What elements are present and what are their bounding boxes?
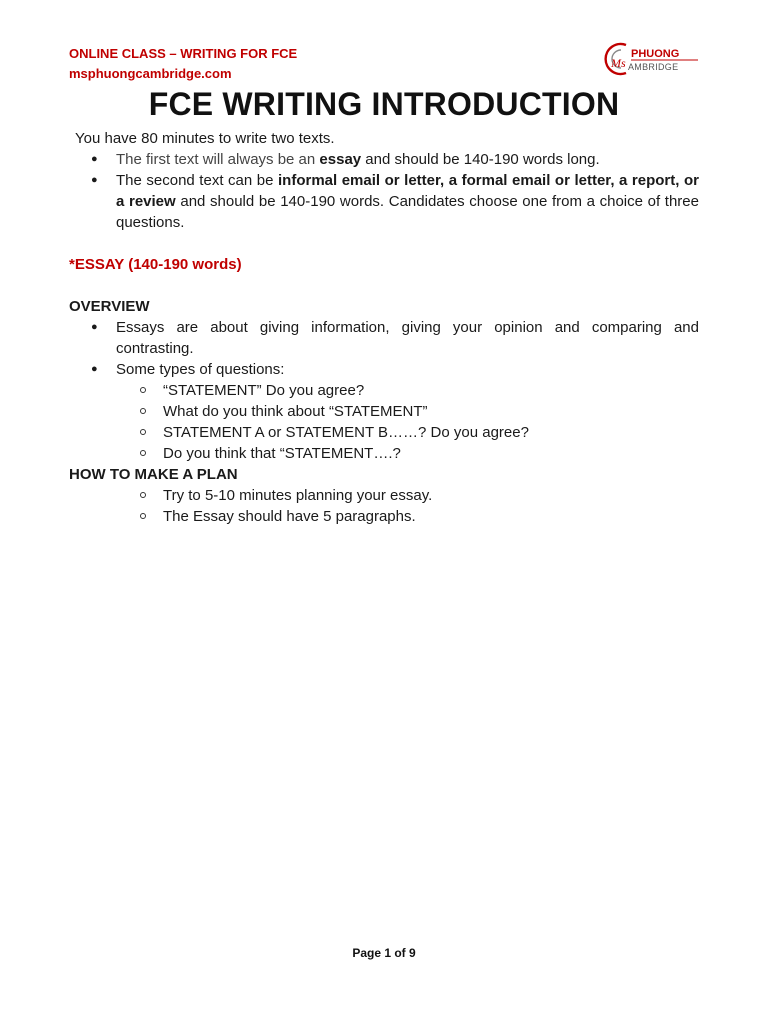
page-title: FCE WRITING INTRODUCTION (148, 86, 620, 122)
circle-bullet-icon (140, 408, 146, 414)
essay-heading: *ESSAY (140-190 words) (69, 256, 242, 273)
question-types-list (69, 380, 699, 464)
list-item-text: and should be 140-190 words long. (361, 151, 600, 168)
course-title: ONLINE CLASS – WRITING FOR FCE (69, 46, 298, 61)
ms-phuong-logo (604, 40, 700, 78)
intro-text: You have 80 minutes to write two texts. (75, 130, 335, 147)
intro-bullet-list (69, 149, 699, 233)
list-item-text: STATEMENT A or STATEMENT B……? Do you agree? (163, 424, 529, 441)
circle-bullet-icon (140, 513, 146, 519)
list-item (69, 170, 699, 233)
list-item (69, 359, 699, 380)
circle-bullet-icon (140, 429, 146, 435)
bullet-icon: ● (91, 174, 98, 186)
website-link: msphuongcambridge.com (69, 66, 232, 81)
bullet-icon: ● (91, 363, 98, 375)
plan-heading: HOW TO MAKE A PLAN (69, 466, 238, 483)
list-item-text: The Essay should have 5 paragraphs. (163, 508, 416, 525)
list-item-bold: informal email or letter, a formal email or letter, a report, or a review (116, 172, 699, 210)
list-item (69, 443, 699, 464)
list-item-text: Essays are about giving information, giving your opinion and comparing and contrasting. (116, 319, 699, 357)
svg-text:PHUONG: PHUONG (631, 48, 680, 60)
list-item-bold: essay (319, 151, 362, 168)
list-item-text: Try to 5-10 minutes planning your essay. (163, 487, 433, 504)
list-item-text: The first text will always be an (116, 151, 320, 168)
list-item (69, 317, 699, 359)
page-header (69, 44, 297, 84)
overview-bullet-list (69, 317, 699, 380)
plan-list (69, 485, 699, 527)
list-item-text: “STATEMENT” Do you agree? (163, 382, 365, 399)
svg-text:Ms: Ms (611, 56, 626, 70)
circle-bullet-icon (140, 387, 146, 393)
list-item-text: The second text can be (116, 172, 278, 189)
list-item-text: and should be 140-190 words. Candidates choose one from a choice of three questions. (116, 193, 699, 231)
list-item (69, 401, 699, 422)
circle-bullet-icon (140, 450, 146, 456)
overview-heading: OVERVIEW (69, 298, 150, 315)
svg-text:AMBRIDGE: AMBRIDGE (628, 62, 679, 72)
list-item (69, 149, 699, 170)
list-item (69, 422, 699, 443)
list-item (69, 506, 699, 527)
bullet-icon: ● (91, 321, 98, 333)
bullet-icon: ● (91, 153, 98, 165)
list-item-text: What do you think about “STATEMENT” (163, 403, 428, 420)
list-item (69, 485, 699, 506)
circle-bullet-icon (140, 492, 146, 498)
list-item-text: Do you think that “STATEMENT….? (163, 445, 401, 462)
list-item (69, 380, 699, 401)
document-body (69, 128, 699, 527)
list-item-text: Some types of questions: (116, 361, 285, 378)
page-number-label: Page 1 of 9 (352, 946, 416, 960)
page-number (0, 946, 768, 960)
